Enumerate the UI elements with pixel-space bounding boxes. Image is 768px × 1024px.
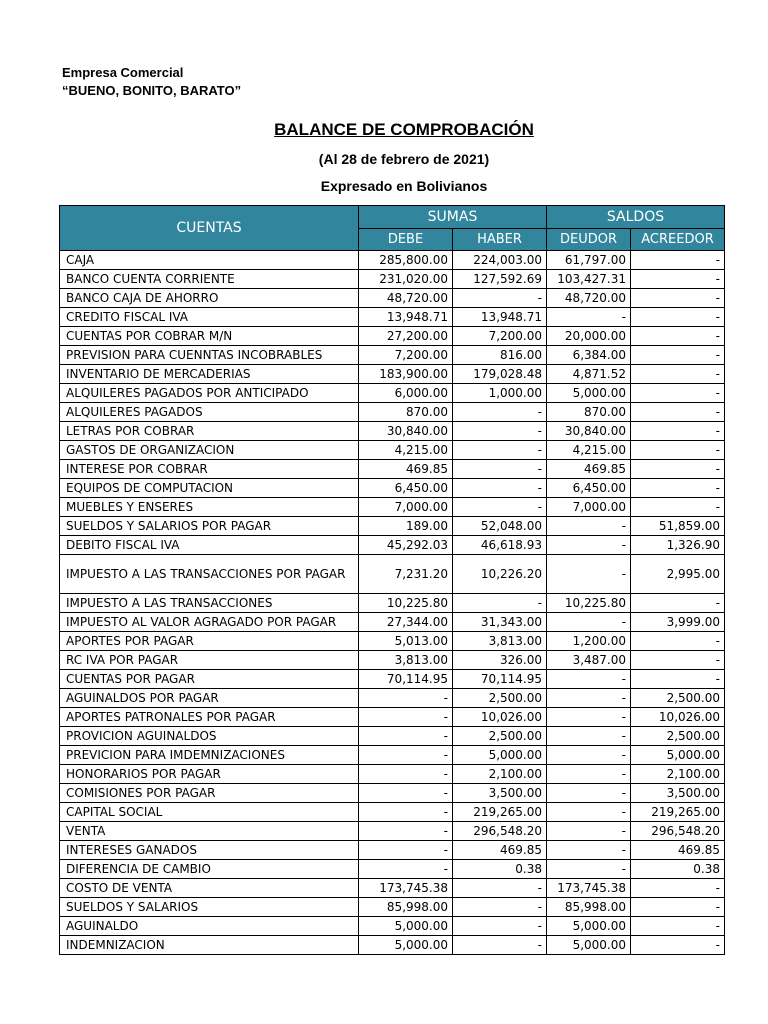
acreedor-value: - bbox=[631, 441, 725, 460]
acreedor-value: - bbox=[631, 308, 725, 327]
col-header-acreedor: ACREEDOR bbox=[631, 229, 725, 251]
acreedor-value: - bbox=[631, 460, 725, 479]
col-header-debe: DEBE bbox=[359, 229, 453, 251]
haber-value: 2,500.00 bbox=[453, 727, 547, 746]
debe-value: 3,813.00 bbox=[359, 651, 453, 670]
deudor-value: 5,000.00 bbox=[547, 384, 631, 403]
account-name: INDEMNIZACION bbox=[60, 936, 359, 955]
debe-value: 5,000.00 bbox=[359, 936, 453, 955]
acreedor-value: - bbox=[631, 917, 725, 936]
col-header-haber: HABER bbox=[453, 229, 547, 251]
account-name: VENTA bbox=[60, 822, 359, 841]
table-row bbox=[60, 613, 725, 632]
haber-value: 52,048.00 bbox=[453, 517, 547, 536]
haber-value: - bbox=[453, 441, 547, 460]
currency-line: Expresado en Bolivianos bbox=[320, 178, 488, 194]
haber-value: 0.38 bbox=[453, 860, 547, 879]
acreedor-value: 469.85 bbox=[631, 841, 725, 860]
account-name: CREDITO FISCAL IVA bbox=[60, 308, 359, 327]
deudor-value: 5,000.00 bbox=[547, 917, 631, 936]
deudor-value: - bbox=[547, 784, 631, 803]
account-name: EQUIPOS DE COMPUTACION bbox=[60, 479, 359, 498]
table-row bbox=[60, 841, 725, 860]
debe-value: 27,200.00 bbox=[359, 327, 453, 346]
acreedor-value: - bbox=[631, 365, 725, 384]
account-name: LETRAS POR COBRAR bbox=[60, 422, 359, 441]
haber-value: - bbox=[453, 498, 547, 517]
table-row bbox=[60, 365, 725, 384]
acreedor-value: - bbox=[631, 936, 725, 955]
col-group-saldos: SALDOS bbox=[547, 206, 725, 229]
haber-value: 2,500.00 bbox=[453, 689, 547, 708]
deudor-value: 103,427.31 bbox=[547, 270, 631, 289]
deudor-value: 10,225.80 bbox=[547, 594, 631, 613]
company-type: Empresa Comercial bbox=[62, 65, 184, 80]
account-name: COMISIONES POR PAGAR bbox=[60, 784, 359, 803]
deudor-value: 5,000.00 bbox=[547, 936, 631, 955]
acreedor-value: 51,859.00 bbox=[631, 517, 725, 536]
table-row bbox=[60, 917, 725, 936]
debe-value: - bbox=[359, 708, 453, 727]
debe-value: - bbox=[359, 746, 453, 765]
account-name: ALQUILERES PAGADOS bbox=[60, 403, 359, 422]
debe-value: 6,000.00 bbox=[359, 384, 453, 403]
haber-value: 13,948.71 bbox=[453, 308, 547, 327]
debe-value: 48,720.00 bbox=[359, 289, 453, 308]
company-name bbox=[62, 64, 241, 100]
table-row bbox=[60, 270, 725, 289]
acreedor-value: 5,000.00 bbox=[631, 746, 725, 765]
table-row bbox=[60, 803, 725, 822]
table-row bbox=[60, 670, 725, 689]
haber-value: - bbox=[453, 460, 547, 479]
table-row bbox=[60, 308, 725, 327]
haber-value: - bbox=[453, 917, 547, 936]
haber-value: 224,003.00 bbox=[453, 251, 547, 270]
deudor-value: - bbox=[547, 536, 631, 555]
table-row bbox=[60, 898, 725, 917]
table-row bbox=[60, 441, 725, 460]
col-group-sumas: SUMAS bbox=[359, 206, 547, 229]
account-name: DEBITO FISCAL IVA bbox=[60, 536, 359, 555]
debe-value: 7,200.00 bbox=[359, 346, 453, 365]
account-name: PREVISION PARA CUENNTAS INCOBRABLES bbox=[60, 346, 359, 365]
acreedor-value: - bbox=[631, 670, 725, 689]
table-row bbox=[60, 651, 725, 670]
deudor-value: - bbox=[547, 670, 631, 689]
haber-value: 127,592.69 bbox=[453, 270, 547, 289]
table-row bbox=[60, 460, 725, 479]
account-name: BANCO CAJA DE AHORRO bbox=[60, 289, 359, 308]
deudor-value: - bbox=[547, 308, 631, 327]
haber-value: 5,000.00 bbox=[453, 746, 547, 765]
acreedor-value: 2,500.00 bbox=[631, 727, 725, 746]
debe-value: 4,215.00 bbox=[359, 441, 453, 460]
table-row bbox=[60, 936, 725, 955]
deudor-value: 469.85 bbox=[547, 460, 631, 479]
deudor-value: - bbox=[547, 841, 631, 860]
deudor-value: - bbox=[547, 517, 631, 536]
table-row bbox=[60, 689, 725, 708]
deudor-value: 48,720.00 bbox=[547, 289, 631, 308]
debe-value: - bbox=[359, 860, 453, 879]
account-name: RC IVA POR PAGAR bbox=[60, 651, 359, 670]
debe-value: 183,900.00 bbox=[359, 365, 453, 384]
account-name: SUELDOS Y SALARIOS POR PAGAR bbox=[60, 517, 359, 536]
company-brand: “BUENO, BONITO, BARATO” bbox=[62, 83, 242, 98]
acreedor-value: - bbox=[631, 346, 725, 365]
acreedor-value: 3,500.00 bbox=[631, 784, 725, 803]
account-name: ALQUILERES PAGADOS POR ANTICIPADO bbox=[60, 384, 359, 403]
deudor-value: 30,840.00 bbox=[547, 422, 631, 441]
haber-value: 3,813.00 bbox=[453, 632, 547, 651]
account-name: CAPITAL SOCIAL bbox=[60, 803, 359, 822]
deudor-value: - bbox=[547, 822, 631, 841]
account-name: SUELDOS Y SALARIOS bbox=[60, 898, 359, 917]
deudor-value: - bbox=[547, 746, 631, 765]
table-row bbox=[60, 860, 725, 879]
haber-value: 10,026.00 bbox=[453, 708, 547, 727]
debe-value: 173,745.38 bbox=[359, 879, 453, 898]
account-name: IMPUESTO A LAS TRANSACCIONES bbox=[60, 594, 359, 613]
account-name: CUENTAS POR COBRAR M/N bbox=[60, 327, 359, 346]
debe-value: 231,020.00 bbox=[359, 270, 453, 289]
haber-value: 296,548.20 bbox=[453, 822, 547, 841]
table-row bbox=[60, 517, 725, 536]
table-row bbox=[60, 346, 725, 365]
deudor-value: - bbox=[547, 689, 631, 708]
haber-value: 2,100.00 bbox=[453, 765, 547, 784]
deudor-value: - bbox=[547, 765, 631, 784]
account-name: INVENTARIO DE MERCADERIAS bbox=[60, 365, 359, 384]
acreedor-value: 10,026.00 bbox=[631, 708, 725, 727]
deudor-value: 85,998.00 bbox=[547, 898, 631, 917]
haber-value: - bbox=[453, 898, 547, 917]
haber-value: 3,500.00 bbox=[453, 784, 547, 803]
table-row bbox=[60, 403, 725, 422]
debe-value: - bbox=[359, 784, 453, 803]
debe-value: 45,292.03 bbox=[359, 536, 453, 555]
table-row bbox=[60, 822, 725, 841]
debe-value: - bbox=[359, 727, 453, 746]
deudor-value: 20,000.00 bbox=[547, 327, 631, 346]
table-row bbox=[60, 879, 725, 898]
table-row bbox=[60, 422, 725, 441]
deudor-value: 173,745.38 bbox=[547, 879, 631, 898]
deudor-value: 3,487.00 bbox=[547, 651, 631, 670]
table-row bbox=[60, 251, 725, 270]
account-name: PROVICION AGUINALDOS bbox=[60, 727, 359, 746]
haber-value: 10,226.20 bbox=[453, 555, 547, 594]
deudor-value: 4,215.00 bbox=[547, 441, 631, 460]
acreedor-value: 0.38 bbox=[631, 860, 725, 879]
account-name: IMPUESTO AL VALOR AGRAGADO POR PAGAR bbox=[60, 613, 359, 632]
deudor-value: 870.00 bbox=[547, 403, 631, 422]
acreedor-value: 296,548.20 bbox=[631, 822, 725, 841]
col-header-deudor: DEUDOR bbox=[547, 229, 631, 251]
debe-value: 469.85 bbox=[359, 460, 453, 479]
debe-value: 870.00 bbox=[359, 403, 453, 422]
acreedor-value: 219,265.00 bbox=[631, 803, 725, 822]
acreedor-value: - bbox=[631, 422, 725, 441]
debe-value: 70,114.95 bbox=[359, 670, 453, 689]
debe-value: 27,344.00 bbox=[359, 613, 453, 632]
haber-value: 31,343.00 bbox=[453, 613, 547, 632]
table-body bbox=[60, 251, 725, 955]
deudor-value: 6,384.00 bbox=[547, 346, 631, 365]
acreedor-value: - bbox=[631, 632, 725, 651]
table-row bbox=[60, 727, 725, 746]
account-name: HONORARIOS POR PAGAR bbox=[60, 765, 359, 784]
acreedor-value: 2,995.00 bbox=[631, 555, 725, 594]
haber-value: - bbox=[453, 403, 547, 422]
acreedor-value: - bbox=[631, 651, 725, 670]
debe-value: 5,013.00 bbox=[359, 632, 453, 651]
account-name: IMPUESTO A LAS TRANSACCIONES POR PAGAR bbox=[60, 555, 359, 594]
account-name: COSTO DE VENTA bbox=[60, 879, 359, 898]
haber-value: 179,028.48 bbox=[453, 365, 547, 384]
deudor-value: 1,200.00 bbox=[547, 632, 631, 651]
haber-value: 816.00 bbox=[453, 346, 547, 365]
deudor-value: - bbox=[547, 555, 631, 594]
page-title: BALANCE DE COMPROBACIÓN bbox=[274, 120, 534, 139]
haber-value: - bbox=[453, 289, 547, 308]
date-line: (Al 28 de febrero de 2021) bbox=[318, 151, 490, 167]
haber-value: 1,000.00 bbox=[453, 384, 547, 403]
deudor-value: 7,000.00 bbox=[547, 498, 631, 517]
acreedor-value: - bbox=[631, 289, 725, 308]
table-row bbox=[60, 765, 725, 784]
acreedor-value: - bbox=[631, 479, 725, 498]
account-name: BANCO CUENTA CORRIENTE bbox=[60, 270, 359, 289]
haber-value: - bbox=[453, 594, 547, 613]
deudor-value: 61,797.00 bbox=[547, 251, 631, 270]
account-name: CUENTAS POR PAGAR bbox=[60, 670, 359, 689]
account-name: PREVICION PARA IMDEMNIZACIONES bbox=[60, 746, 359, 765]
haber-value: 326.00 bbox=[453, 651, 547, 670]
account-name: AGUINALDO bbox=[60, 917, 359, 936]
debe-value: - bbox=[359, 803, 453, 822]
haber-value: 7,200.00 bbox=[453, 327, 547, 346]
haber-value: - bbox=[453, 936, 547, 955]
acreedor-value: - bbox=[631, 879, 725, 898]
table-row bbox=[60, 746, 725, 765]
account-name: APORTES PATRONALES POR PAGAR bbox=[60, 708, 359, 727]
debe-value: - bbox=[359, 841, 453, 860]
debe-value: - bbox=[359, 822, 453, 841]
acreedor-value: 2,100.00 bbox=[631, 765, 725, 784]
debe-value: 189.00 bbox=[359, 517, 453, 536]
debe-value: 6,450.00 bbox=[359, 479, 453, 498]
debe-value: 7,231.20 bbox=[359, 555, 453, 594]
debe-value: 7,000.00 bbox=[359, 498, 453, 517]
haber-value: 46,618.93 bbox=[453, 536, 547, 555]
acreedor-value: - bbox=[631, 327, 725, 346]
deudor-value: - bbox=[547, 860, 631, 879]
account-name: CAJA bbox=[60, 251, 359, 270]
haber-value: - bbox=[453, 422, 547, 441]
debe-value: 85,998.00 bbox=[359, 898, 453, 917]
deudor-value: - bbox=[547, 613, 631, 632]
table-row bbox=[60, 784, 725, 803]
acreedor-value: - bbox=[631, 403, 725, 422]
acreedor-value: 2,500.00 bbox=[631, 689, 725, 708]
debe-value: 5,000.00 bbox=[359, 917, 453, 936]
account-name: AGUINALDOS POR PAGAR bbox=[60, 689, 359, 708]
table-row bbox=[60, 498, 725, 517]
acreedor-value: - bbox=[631, 270, 725, 289]
acreedor-value: 1,326.90 bbox=[631, 536, 725, 555]
deudor-value: - bbox=[547, 803, 631, 822]
table-row bbox=[60, 536, 725, 555]
table-row bbox=[60, 708, 725, 727]
table-row bbox=[60, 384, 725, 403]
table-row bbox=[60, 632, 725, 651]
trial-balance-table bbox=[59, 205, 725, 955]
account-name: DIFERENCIA DE CAMBIO bbox=[60, 860, 359, 879]
table-row bbox=[60, 289, 725, 308]
acreedor-value: - bbox=[631, 594, 725, 613]
debe-value: - bbox=[359, 765, 453, 784]
deudor-value: 6,450.00 bbox=[547, 479, 631, 498]
account-name: GASTOS DE ORGANIZACION bbox=[60, 441, 359, 460]
table-row bbox=[60, 479, 725, 498]
haber-value: 70,114.95 bbox=[453, 670, 547, 689]
account-name: APORTES POR PAGAR bbox=[60, 632, 359, 651]
account-name: INTERESES GANADOS bbox=[60, 841, 359, 860]
deudor-value: 4,871.52 bbox=[547, 365, 631, 384]
debe-value: 30,840.00 bbox=[359, 422, 453, 441]
acreedor-value: 3,999.00 bbox=[631, 613, 725, 632]
account-name: MUEBLES Y ENSERES bbox=[60, 498, 359, 517]
table-row bbox=[60, 327, 725, 346]
haber-value: 469.85 bbox=[453, 841, 547, 860]
acreedor-value: - bbox=[631, 251, 725, 270]
table-row bbox=[60, 555, 725, 594]
acreedor-value: - bbox=[631, 498, 725, 517]
haber-value: - bbox=[453, 479, 547, 498]
deudor-value: - bbox=[547, 727, 631, 746]
acreedor-value: - bbox=[631, 898, 725, 917]
debe-value: 13,948.71 bbox=[359, 308, 453, 327]
deudor-value: - bbox=[547, 708, 631, 727]
debe-value: 285,800.00 bbox=[359, 251, 453, 270]
debe-value: 10,225.80 bbox=[359, 594, 453, 613]
account-name: INTERESE POR COBRAR bbox=[60, 460, 359, 479]
table-row bbox=[60, 594, 725, 613]
col-header-accounts: CUENTAS bbox=[60, 206, 359, 251]
haber-value: 219,265.00 bbox=[453, 803, 547, 822]
acreedor-value: - bbox=[631, 384, 725, 403]
haber-value: - bbox=[453, 879, 547, 898]
debe-value: - bbox=[359, 689, 453, 708]
